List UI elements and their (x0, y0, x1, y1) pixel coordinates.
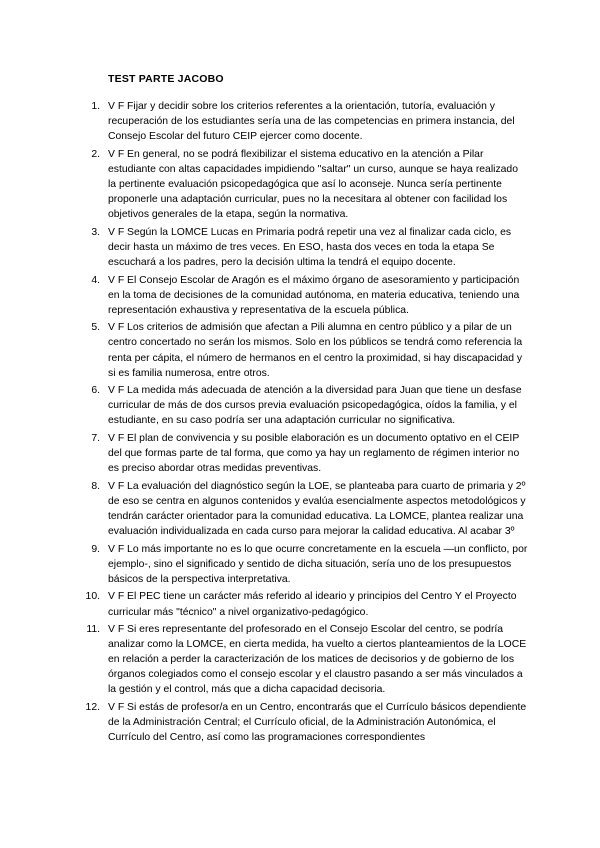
question-number: 2. (91, 148, 100, 160)
question-item (84, 589, 528, 619)
question-number: 7. (91, 432, 100, 444)
question-number: 8. (91, 480, 100, 492)
question-number: 12. (85, 702, 100, 714)
question-item (84, 320, 528, 380)
question-item (84, 225, 528, 270)
question-item (84, 273, 528, 318)
question-item (84, 431, 528, 476)
question-number: 3. (91, 226, 100, 238)
question-text: V F Lo más importante no es lo que ocurre concretamente en la escuela —un conflicto, por ejemplo-, sino el significado y sentido de dicha situación, sería uno de los presupuestos básicos de la perspectiva interpretativa. (108, 543, 528, 585)
question-number: 11. (86, 624, 100, 636)
question-number: 5. (91, 322, 100, 334)
question-text: V F Si eres representante del profesorado en el Consejo Escolar del centro, se podría analizar como la LOMCE, en cierta medida, ha vuelto a ciertos planteamientos de la LOCE en relación a perder la caracterización de los matices de decisorios y de gobierno de los órganos colegiados como el consejo escolar y el claustro pasando a ser más vinculados a la gestión y el control, más que a dicha capacidad decisoria. (108, 624, 527, 696)
question-text: V F Si estás de profesor/a en un Centro, encontrarás que el Currículo básicos dependiente de la Administración Central; el Currículo oficial, de la Administración Autonómica, el Currículo del Centro, así como las programaciones correspondientes (108, 702, 527, 744)
question-text: V F Los criterios de admisión que afectan a Pili alumna en centro público y a pilar de un centro concertado no serán los mismos. Solo en los públicos se tendrá como referencia la renta per cápita, el número de hermanos en el centro la proximidad, si hay discapacidad y si es familia numerosa, entre otros. (108, 322, 523, 379)
question-item (84, 147, 528, 222)
question-item (84, 383, 528, 428)
question-text: V F La evaluación del diagnóstico según la LOE, se planteaba para cuarto de primaria y 2º de eso se centra en algunos contenidos y evalúa esencialmente aspectos metodológicos y tendrán carácter orientador para la comunidad educativa. La LOMCE, plantea realizar una evaluación individualizada en cada curso para mejorar la calidad educativa. Al acabar 3º (108, 480, 526, 538)
question-number: 9. (91, 543, 100, 555)
question-number: 4. (91, 274, 100, 286)
question-text: V F La medida más adecuada de atención a la diversidad para Juan que tiene un desfase curricular de más de dos cursos previa evaluación psicopedagógica, oídos la familia, y el estudiante, en su caso podría ser una adaptación curricular no significativa. (108, 385, 522, 427)
question-item (84, 542, 528, 587)
question-list (84, 99, 528, 748)
question-item (84, 479, 528, 539)
question-text: V F En general, no se podrá flexibilizar el sistema educativo en la atención a Pilar estudiante con altas capacidades impidiendo "saltar" un curso, aunque se haya realizado la pertinente evaluación psicopedagógica que así lo aconseje. Nunca sería pertinente proponerle una adaptación curricular, pues no la necesitara al obtener con facilidad los objetivos generales de la etapa, según la normativa. (108, 148, 518, 221)
question-item (84, 622, 528, 697)
question-number: 6. (91, 385, 100, 397)
question-item (84, 700, 528, 745)
question-text: V F El plan de convivencia y su posible elaboración es un documento optativo en el CEIP del que formas parte de tal forma, que como ya hay un reglamento de régimen interior no es preciso abordar otras medidas preventivas. (108, 432, 520, 475)
question-text: V F El Consejo Escolar de Aragón es el máximo órgano de asesoramiento y participación en la toma de decisiones de la comunidad autónoma, en materia educativa, teniendo una representación exhaustiva y representativa de la escuela pública. (108, 274, 520, 316)
question-text: V F El PEC tiene un carácter más referido al ideario y principios del Centro Y el Proyecto curricular más "técnico" a nivel organizativo-pedagógico. (108, 591, 517, 618)
question-number: 1. (91, 101, 100, 112)
question-text: V F Según la LOMCE Lucas en Primaria podrá repetir una vez al finalizar cada ciclo, es decir hasta un máximo de tres veces. En ESO, hasta dos veces en toda la etapa Se escuchará a los padres, pero la decisión ultima la tendrá el equipo docente. (108, 226, 512, 268)
document-title: TEST PARTE JACOBO (108, 73, 224, 85)
question-text: V F Fijar y decidir sobre los criterios referentes a la orientación, tutoría, evaluación y recuperación de los estudiantes sería una de las competencias en primera instancia, del Consejo Escolar del futuro CEIP ejercer como docente. (108, 101, 515, 143)
question-item (84, 99, 528, 144)
question-number: 10. (85, 591, 100, 603)
